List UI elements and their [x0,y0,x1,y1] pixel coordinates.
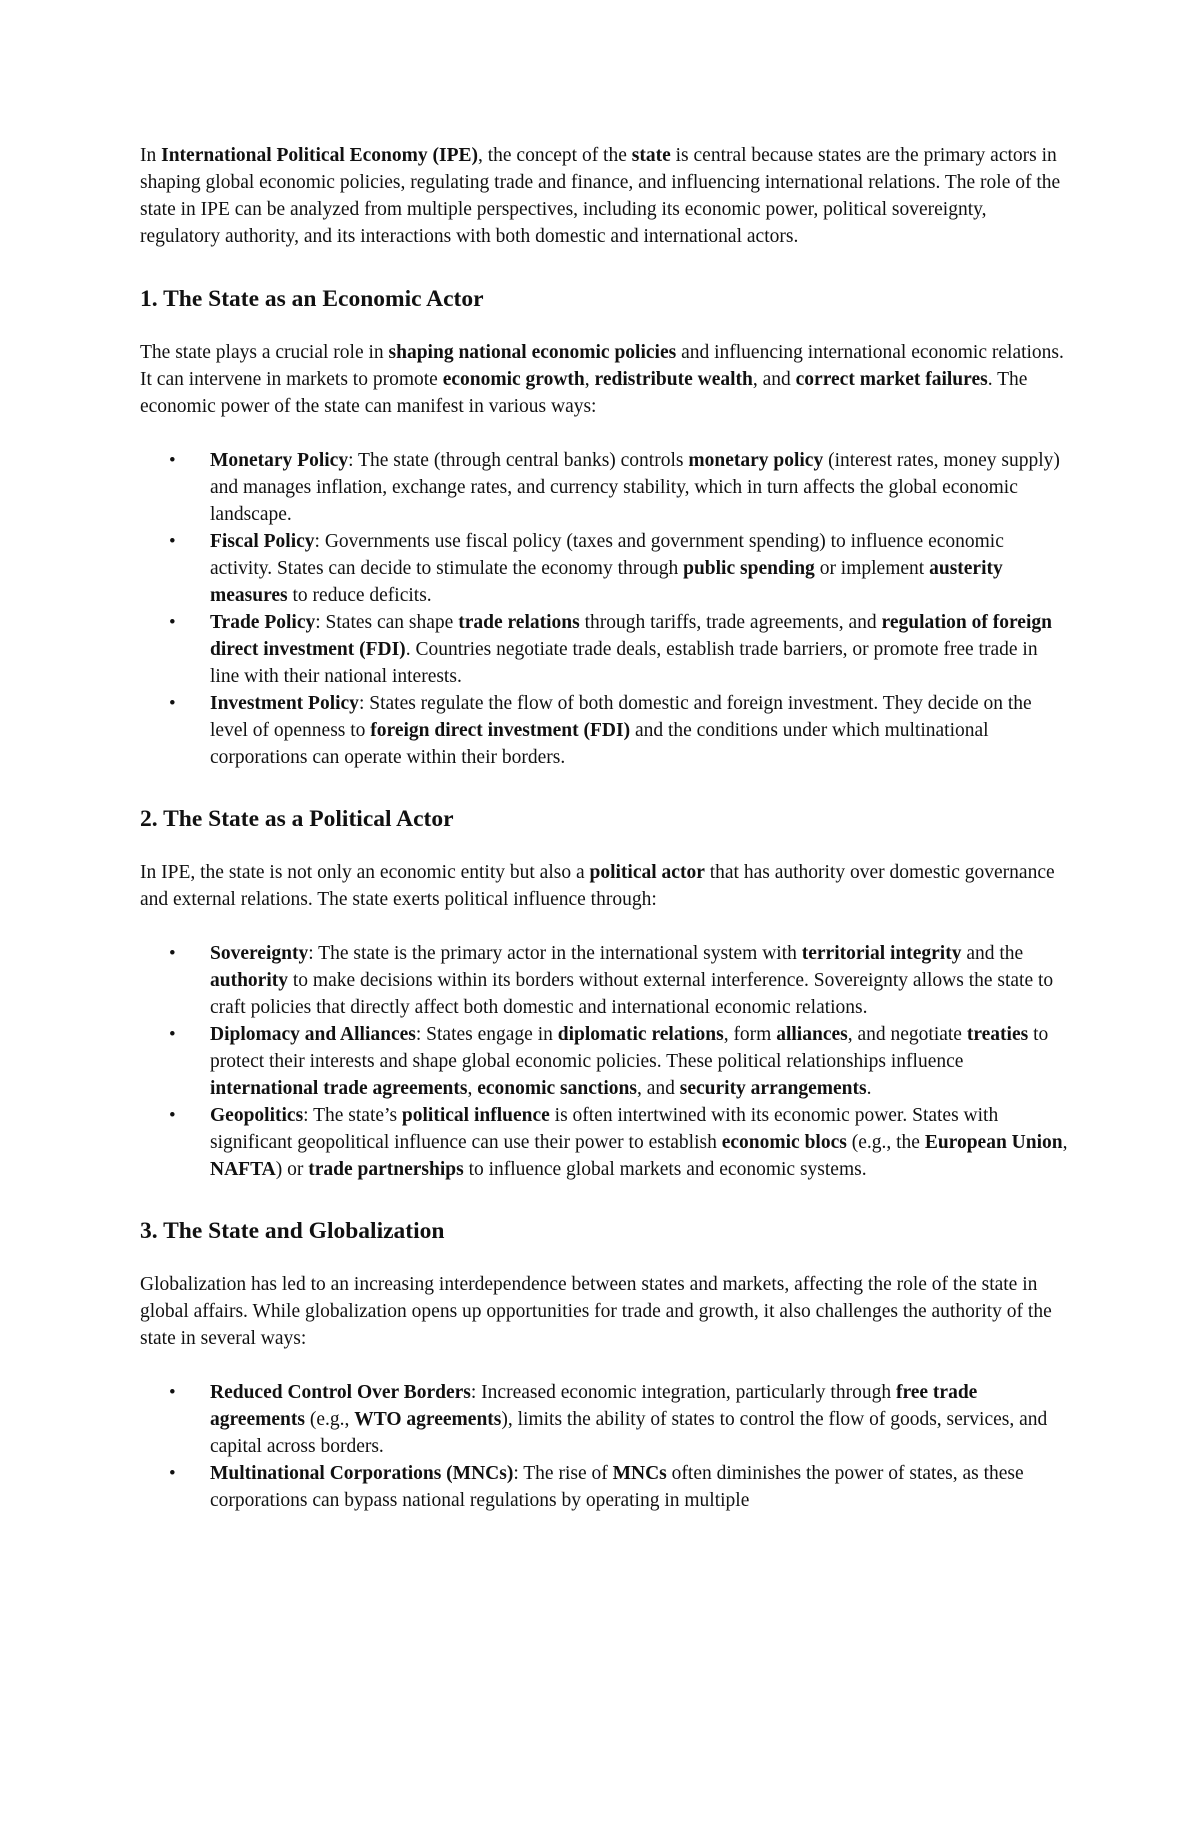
bold-term: authority [210,970,288,991]
text-run: ) or [275,1159,309,1180]
text-run: is central because states are the primary actors in shaping global economic policies, regulating trade and finance, and influencing international relations. The role of the state in IPE can be analyzed from multiple perspectives, including its economic power, political sovereignty, regulatory authority, and its interactions with both domestic and international actors. [140,145,1061,247]
list-item [169,1379,1070,1460]
bold-term: Trade Policy [210,612,316,633]
section-globalization [140,1216,1070,1514]
bold-term: International Political Economy (IPE) [161,145,478,166]
list-item [169,1460,1070,1514]
text-run: to protect their interests and shape global economic policies. These political relationships influence [210,1024,1049,1072]
list-item [169,528,1070,609]
text-run: through tariffs, trade agreements, and [579,612,882,633]
text-run: and the [961,943,1024,964]
bold-term: Monetary Policy [210,450,349,471]
bold-term: state [631,145,671,166]
text-run: (e.g., [304,1409,355,1430]
text-run: . Countries negotiate trade deals, establish trade barriers, or promote free trade in line with their national interests. [210,639,1038,687]
bold-term: NAFTA [210,1159,276,1180]
bullet-marker: • [169,450,176,471]
text-run: : Increased economic integration, particularly through [470,1382,896,1403]
bullet-marker: • [169,1024,176,1045]
text-run: : The rise of [513,1463,613,1484]
text-run: ), limits the ability of states to control the flow of goods, services, and capital across borders. [210,1409,1048,1457]
bold-term: Geopolitics [210,1105,304,1126]
bullet-marker: • [169,943,176,964]
bold-term: trade relations [458,612,580,633]
text-run: , form [723,1024,777,1045]
bullet-list [140,940,1070,1183]
text-run: In [140,145,162,166]
bold-term: free trade agreements [210,1382,978,1430]
bold-term: Reduced Control Over Borders [210,1382,471,1403]
bold-term: monetary policy [688,450,824,471]
text-run: that has authority over domestic governance and external relations. The state exerts political influence through: [140,862,1055,910]
text-run: or implement [814,558,930,579]
text-run: , the concept of the [477,145,632,166]
text-run: : States engage in [415,1024,558,1045]
bold-term: international trade agreements [210,1078,468,1099]
text-run: (e.g., the [846,1132,925,1153]
section-heading: 1. The State as an Economic Actor [140,286,484,312]
section-economic-actor [140,284,1070,771]
bold-term: economic growth [442,369,585,390]
bullet-marker: • [169,531,176,552]
list-item [169,1102,1070,1183]
text-run: : The state’s [303,1105,402,1126]
bullet-marker: • [169,693,176,714]
text-run: , and [636,1078,680,1099]
text-run: , [467,1078,478,1099]
section-political-actor [140,804,1070,1183]
bold-term: Multinational Corporations (MNCs) [210,1463,514,1484]
section-paragraph [140,1271,1070,1352]
bold-term: regulation of foreign direct investment (FDI) [210,612,1052,660]
bold-term: alliances [776,1024,848,1045]
text-run: . [866,1078,872,1099]
text-run: and influencing international economic relations. It can intervene in markets to promote [140,342,1064,390]
bold-term: diplomatic relations [557,1024,724,1045]
bold-term: public spending [683,558,815,579]
bold-term: foreign direct investment (FDI) [370,720,631,741]
list-item [169,940,1070,1021]
bold-term: treaties [966,1024,1029,1045]
bold-term: economic blocs [721,1132,847,1153]
bold-term: territorial integrity [801,943,962,964]
document-page [140,142,1070,1547]
section-heading: 2. The State as a Political Actor [140,806,454,832]
text-run: : Governments use fiscal policy (taxes and government spending) to influence economic activity. States can decide to stimulate the economy through [210,531,1004,579]
bold-term: Sovereignty [210,943,309,964]
text-run: Globalization has led to an increasing interdependence between states and markets, affecting the role of the state in global affairs. While globalization opens up opportunities for trade and growth, it also challenges the authority of the state in several ways: [140,1274,1052,1349]
text-run: , and negotiate [847,1024,967,1045]
bold-term: Diplomacy and Alliances [210,1024,416,1045]
bullet-list [140,1379,1070,1514]
section-heading: 3. The State and Globalization [140,1218,445,1244]
section-paragraph [140,339,1070,420]
text-run: , and [752,369,796,390]
text-run: : States can shape [315,612,459,633]
bold-term: correct market failures [795,369,988,390]
bullet-marker: • [169,1105,176,1126]
bold-term: political actor [589,862,705,883]
bullet-marker: • [169,612,176,633]
text-run: , [584,369,595,390]
list-item [169,609,1070,690]
bold-term: European Union [924,1132,1063,1153]
text-run: : States regulate the flow of both domestic and foreign investment. They decide on the level of openness to [210,693,1032,741]
list-item [169,690,1070,771]
text-run: to influence global markets and economic systems. [463,1159,867,1180]
section-paragraph [140,859,1070,913]
bold-term: WTO agreements [354,1409,502,1430]
text-run: to reduce deficits. [287,585,432,606]
text-run: In IPE, the state is not only an economic entity but also a [140,862,590,883]
bullet-marker: • [169,1463,176,1484]
text-run: is often intertwined with its economic power. States with significant geopolitical influence can use their power to establish [210,1105,999,1153]
bold-term: political influence [401,1105,550,1126]
text-run: to make decisions within its borders without external interference. Sovereignty allows the state to craft policies that directly affect both domestic and international economic relations. [210,970,1054,1018]
bold-term: Investment Policy [210,693,359,714]
list-item [169,1021,1070,1102]
text-run: (interest rates, money supply) and manages inflation, exchange rates, and currency stability, which in turn affects the global economic landscape. [210,450,1060,525]
text-run: : The state (through central banks) controls [348,450,689,471]
bold-term: redistribute wealth [594,369,753,390]
bold-term: economic sanctions [477,1078,637,1099]
text-run: : The state is the primary actor in the international system with [308,943,802,964]
text-run: The state plays a crucial role in [140,342,389,363]
text-run: . The economic power of the state can manifest in various ways: [140,369,1028,417]
bold-term: Fiscal Policy [210,531,315,552]
bold-term: MNCs [612,1463,667,1484]
bold-term: austerity measures [210,558,1003,606]
text-run: and the conditions under which multinational corporations can operate within their borders. [210,720,989,768]
list-item [169,447,1070,528]
bold-term: shaping national economic policies [388,342,677,363]
intro-paragraph [140,142,1070,250]
bold-term: trade partnerships [308,1159,464,1180]
bold-term: security arrangements [679,1078,867,1099]
text-run: often diminishes the power of states, as these corporations can bypass national regulations by operating in multiple [210,1463,1024,1511]
bullet-marker: • [169,1382,176,1403]
bullet-list [140,447,1070,771]
text-run: , [1062,1132,1068,1153]
